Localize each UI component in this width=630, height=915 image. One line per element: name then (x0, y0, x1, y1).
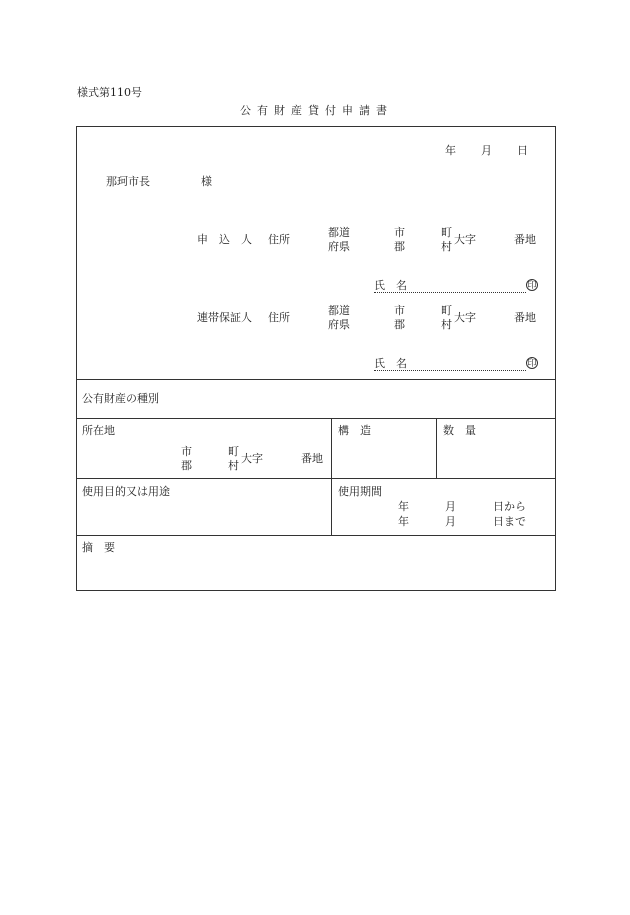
form-title: 公有財産貸付申請書 (240, 104, 393, 117)
guarantor-address-label: 住所 (268, 311, 290, 324)
guarantor-town-bottom: 村 (441, 318, 452, 331)
divider-purpose (76, 535, 556, 536)
guarantor-oaza: 大字 (454, 311, 476, 324)
period-from-year: 年 (398, 500, 409, 513)
applicant-banchi: 番地 (514, 233, 536, 246)
period-label: 使用期間 (338, 485, 382, 498)
guarantor-pref-bottom: 府県 (328, 318, 350, 331)
period-from-month: 月 (445, 500, 456, 513)
applicant-town-top: 町 (441, 226, 452, 239)
location-city-top: 市 (181, 445, 192, 458)
location-town-bottom: 村 (228, 459, 239, 472)
guarantor-name-line (374, 370, 526, 371)
addressee-name: 那珂市長 (106, 175, 150, 188)
period-to-year: 年 (398, 515, 409, 528)
guarantor-city-bottom: 郡 (394, 318, 405, 331)
guarantor-label: 連帯保証人 (197, 311, 252, 324)
divider-structure-quantity (436, 418, 437, 478)
structure-label: 構 造 (338, 424, 371, 437)
guarantor-town-top: 町 (441, 304, 452, 317)
application-form-frame (76, 126, 556, 591)
location-banchi: 番地 (301, 452, 323, 465)
applicant-pref-top: 都道 (328, 226, 350, 239)
guarantor-seal-mark: 印 (527, 359, 537, 369)
addressee-honorific: 様 (201, 175, 212, 188)
period-from-day: 日から (493, 500, 526, 513)
applicant-oaza: 大字 (454, 233, 476, 246)
quantity-label: 数 量 (443, 424, 476, 437)
applicant-city-top: 市 (394, 226, 405, 239)
divider-property-type (76, 418, 556, 419)
applicant-city-bottom: 郡 (394, 240, 405, 253)
applicant-town-bottom: 村 (441, 240, 452, 253)
applicant-address-label: 住所 (268, 233, 290, 246)
location-label: 所在地 (82, 424, 115, 437)
period-to-day: 日まで (493, 515, 526, 528)
applicant-label: 申 込 人 (197, 233, 252, 246)
guarantor-name-label: 氏 名 (374, 357, 407, 370)
applicant-pref-bottom: 府県 (328, 240, 350, 253)
date-day-label: 日 (517, 144, 528, 157)
date-month-label: 月 (481, 144, 492, 157)
guarantor-banchi: 番地 (514, 311, 536, 324)
applicant-seal-mark: 印 (527, 281, 537, 291)
date-year-label: 年 (445, 144, 456, 157)
guarantor-city-top: 市 (394, 304, 405, 317)
form-number: 様式第110号 (77, 86, 142, 99)
location-town-top: 町 (228, 445, 239, 458)
divider-location (76, 478, 556, 479)
property-type-label: 公有財産の種別 (82, 392, 159, 405)
period-to-month: 月 (445, 515, 456, 528)
applicant-name-line (374, 292, 526, 293)
location-city-bottom: 郡 (181, 459, 192, 472)
guarantor-pref-top: 都道 (328, 304, 350, 317)
divider-applicant-section (76, 379, 556, 380)
summary-label: 摘 要 (82, 541, 115, 554)
divider-location-structure (331, 418, 332, 535)
applicant-name-label: 氏 名 (374, 279, 407, 292)
location-oaza: 大字 (241, 452, 263, 465)
purpose-label: 使用目的又は用途 (82, 485, 170, 498)
